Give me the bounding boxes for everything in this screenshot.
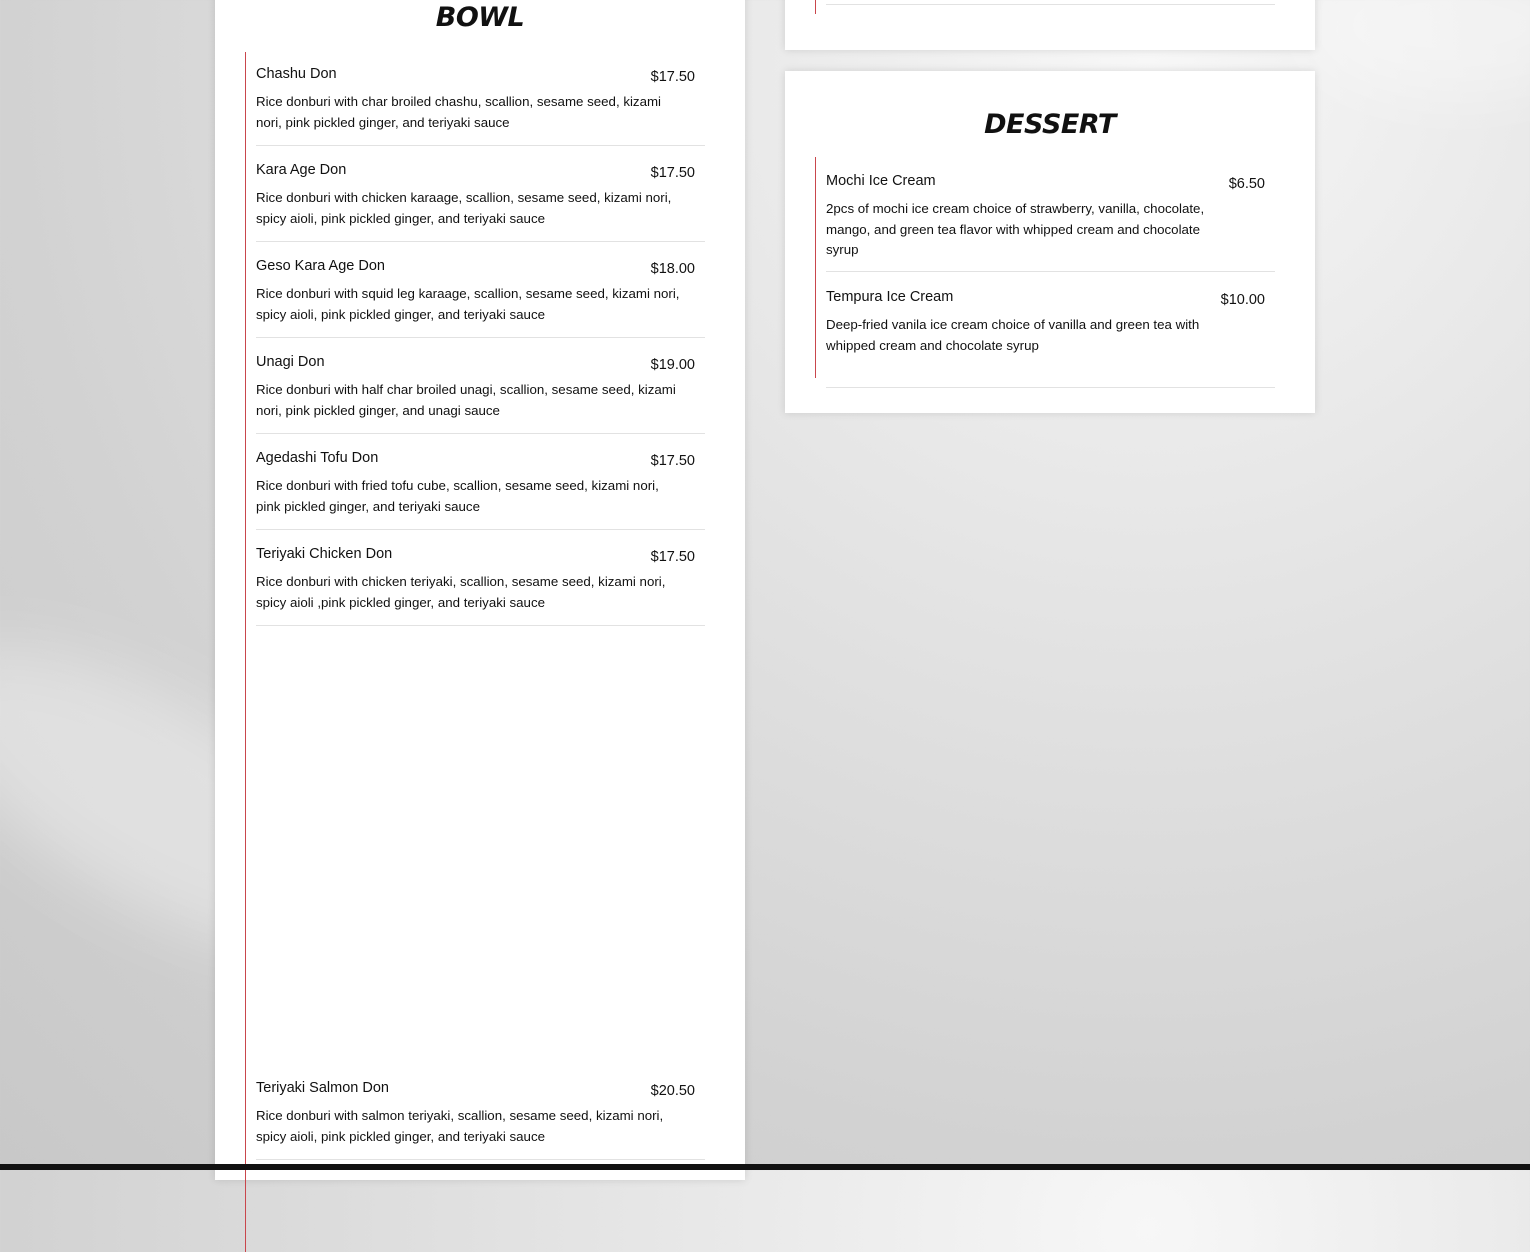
menu-item bbox=[256, 258, 705, 338]
previous-menu-card bbox=[785, 0, 1315, 50]
item-name: Teriyaki Chicken Don bbox=[256, 546, 393, 562]
divider bbox=[826, 4, 1275, 5]
menu-item bbox=[256, 66, 705, 146]
dessert-section-title: DESSERT bbox=[984, 109, 1116, 140]
item-price: $18.00 bbox=[650, 261, 695, 277]
item-name: Mochi Ice Cream bbox=[826, 173, 936, 189]
menu-item bbox=[826, 289, 1275, 388]
menu-item bbox=[256, 162, 705, 242]
item-price: $10.00 bbox=[1220, 292, 1265, 308]
bowl-menu-card bbox=[215, 0, 745, 1180]
accent-line bbox=[815, 0, 816, 14]
accent-line bbox=[815, 157, 816, 378]
background-highlight bbox=[1300, 0, 1530, 100]
item-description: Rice donburi with chicken teriyaki, scallion, sesame seed, kizami nori, spicy aioli ,pink pickled ginger, and teriyaki sauce bbox=[256, 574, 666, 610]
item-description: Rice donburi with char broiled chashu, scallion, sesame seed, kizami nori, pink pickled ginger, and teriyaki sauce bbox=[256, 94, 662, 130]
item-description: Rice donburi with squid leg karaage, scallion, sesame seed, kizami nori, spicy aioli, pink pickled ginger, and teriyaki sauce bbox=[256, 286, 680, 322]
item-name: Tempura Ice Cream bbox=[826, 289, 954, 305]
item-description: Rice donburi with fried tofu cube, scallion, sesame seed, kizami nori, pink pickled ginger, and teriyaki sauce bbox=[256, 478, 659, 514]
item-name: Agedashi Tofu Don bbox=[256, 450, 379, 466]
menu-item bbox=[826, 173, 1275, 272]
item-description: Rice donburi with salmon teriyaki, scallion, sesame seed, kizami nori, spicy aioli, pink pickled ginger, and teriyaki sauce bbox=[256, 1108, 664, 1144]
accent-line bbox=[245, 52, 246, 1252]
menu-item bbox=[256, 1080, 705, 1160]
item-price: $17.50 bbox=[650, 69, 695, 85]
item-name: Unagi Don bbox=[256, 354, 325, 370]
item-name: Kara Age Don bbox=[256, 162, 347, 178]
menu-item bbox=[256, 546, 705, 626]
bottom-bar bbox=[0, 1164, 1530, 1170]
item-description: Deep-fried vanila ice cream choice of vanilla and green tea with whipped cream and chocolate syrup bbox=[826, 317, 1200, 353]
menu-item bbox=[256, 354, 705, 434]
menu-item bbox=[256, 450, 705, 530]
item-price: $19.00 bbox=[650, 357, 695, 373]
dessert-menu-card bbox=[785, 71, 1315, 413]
item-price: $17.50 bbox=[650, 549, 695, 565]
item-price: $20.50 bbox=[650, 1083, 695, 1099]
item-name: Geso Kara Age Don bbox=[256, 258, 385, 274]
item-price: $17.50 bbox=[650, 165, 695, 181]
item-name: Chashu Don bbox=[256, 66, 337, 82]
bowl-section-title: BOWL bbox=[435, 2, 525, 33]
item-description: Rice donburi with half char broiled unagi, scallion, sesame seed, kizami nori, pink pickled ginger, and unagi sauce bbox=[256, 382, 676, 418]
item-price: $6.50 bbox=[1228, 176, 1265, 192]
item-description: 2pcs of mochi ice cream choice of strawberry, vanilla, chocolate, mango, and green tea flavor with whipped cream and chocolate syrup bbox=[826, 201, 1205, 257]
item-name: Teriyaki Salmon Don bbox=[256, 1080, 389, 1096]
item-description: Rice donburi with chicken karaage, scallion, sesame seed, kizami nori, spicy aioli, pink pickled ginger, and teriyaki sauce bbox=[256, 190, 672, 226]
item-price: $17.50 bbox=[650, 453, 695, 469]
